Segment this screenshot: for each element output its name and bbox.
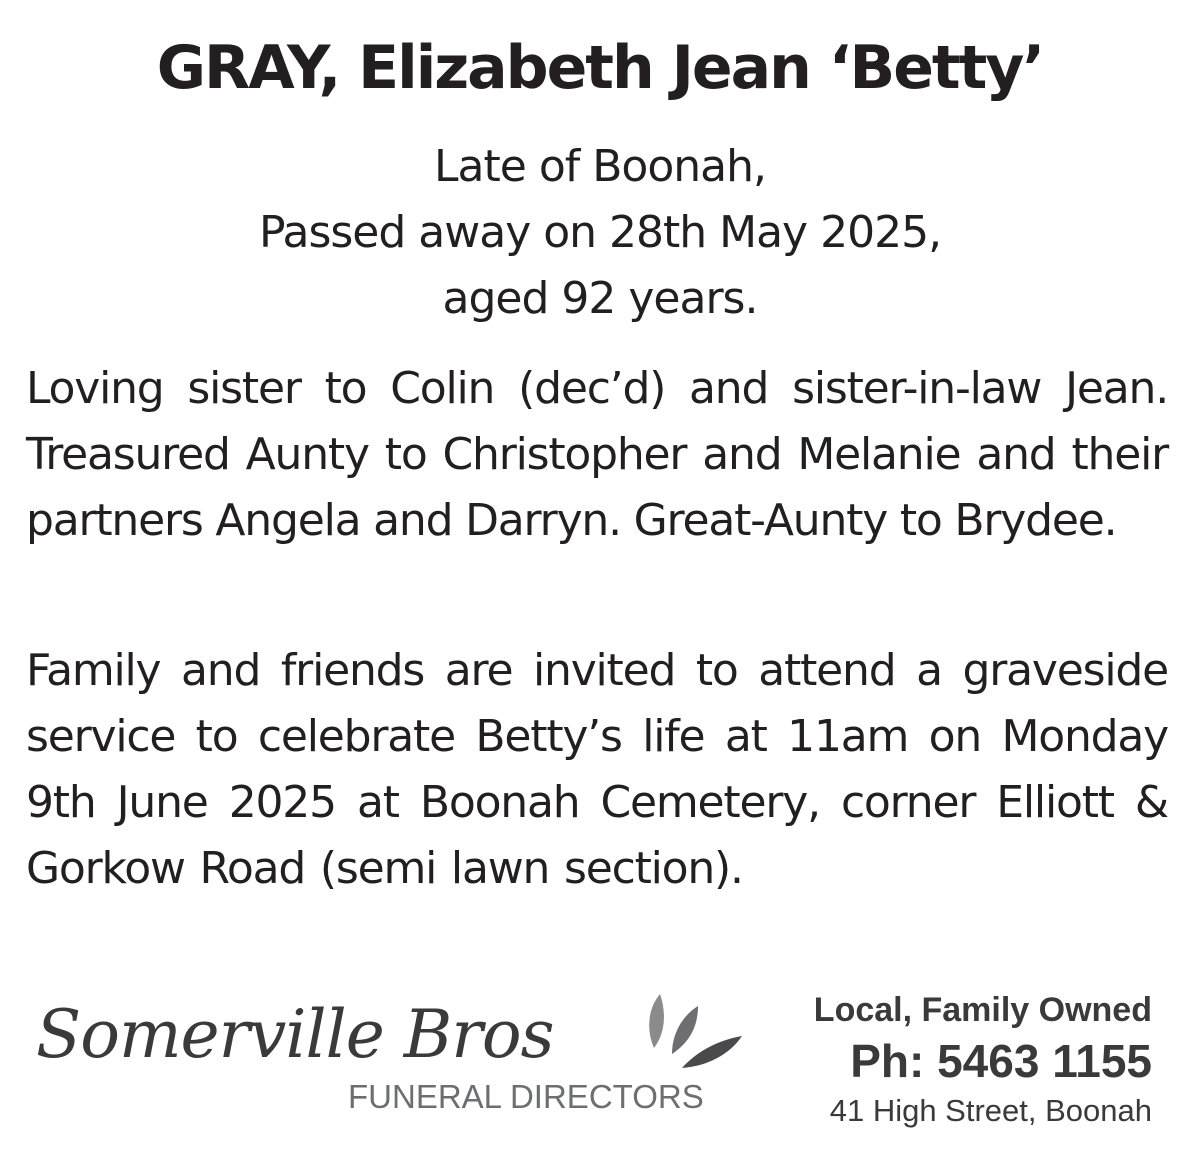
family-paragraph: Loving sister to Colin (dec’d) and sister-in-law Jean. Treasured Aunty to Christopher and Melanie and their partners Angela and Darryn. Great-Aunty to Brydee. [26, 363, 1168, 546]
intro-line-residence: Late of Boonah, [434, 141, 766, 192]
funeral-director-logo [36, 990, 746, 1120]
deceased-name-heading: GRAY, Elizabeth Jean ‘Betty’ [156, 33, 1044, 103]
tagline: Local, Family Owned [813, 991, 1152, 1029]
funeral-director-contact [732, 988, 1152, 1132]
intro-block [0, 134, 1200, 332]
phone-number: Ph: 5463 1155 [850, 1035, 1152, 1087]
logo-script-name: Somerville Bros [36, 996, 554, 1073]
logo-subtitle: FUNERAL DIRECTORS [348, 1078, 704, 1115]
intro-line-age: aged 92 years. [442, 273, 758, 324]
intro-line-passed-away: Passed away on 28th May 2025, [258, 207, 942, 258]
leaf-icon [636, 990, 746, 1080]
street-address: 41 High Street, Boonah [829, 1093, 1152, 1128]
service-details-paragraph: Family and friends are invited to attend a graveside service to celebrate Betty’s life at 11am on Monday 9th June 2025 at Boonah Cemetery, corner Elliott & Gorkow Road (semi lawn section). [26, 645, 1168, 894]
